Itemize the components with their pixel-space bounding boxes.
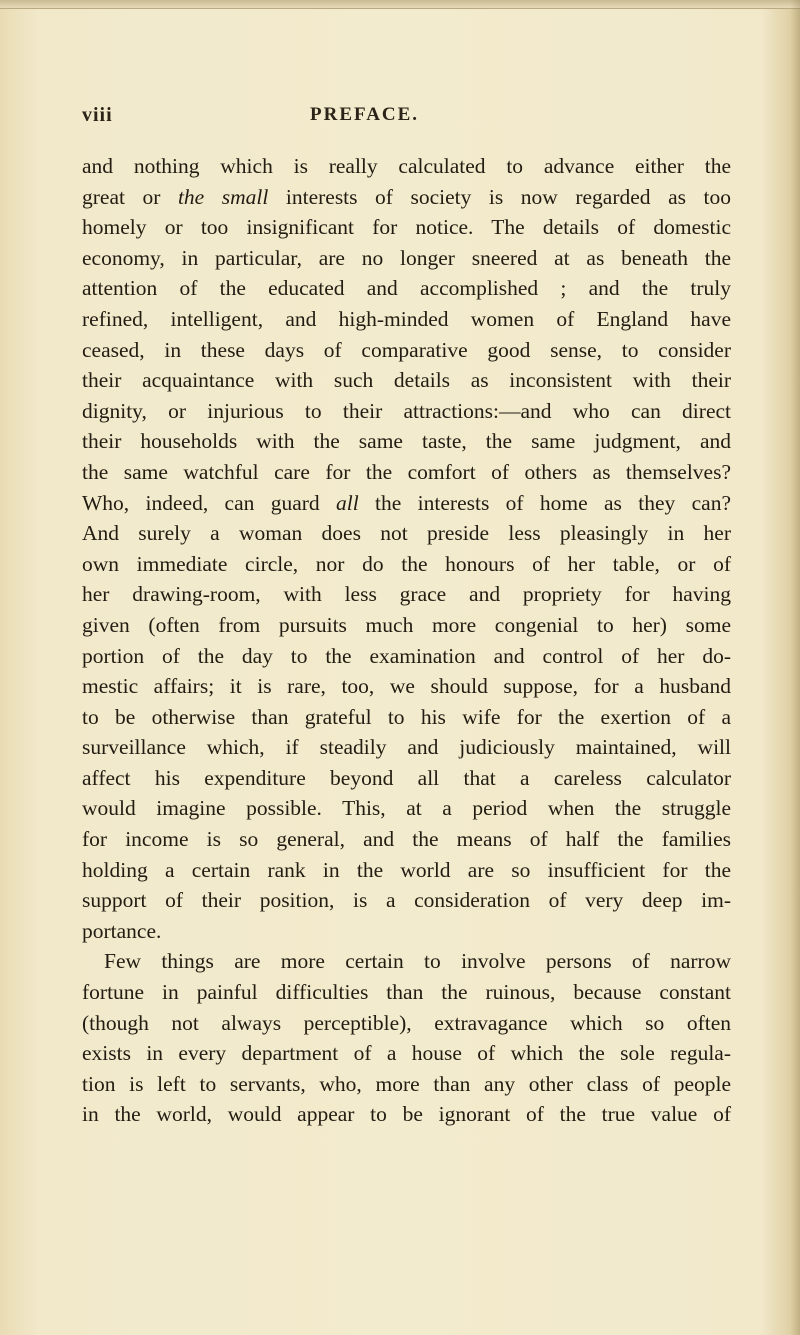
text-line — [82, 426, 731, 457]
text-segment: attention of the educated and accomplished ; and the truly — [82, 276, 731, 301]
text-segment: ceased, in these days of comparative good sense, to consider — [82, 337, 731, 362]
text-line — [82, 977, 731, 1008]
text-segment: affect his expenditure beyond all that a careless calculator — [82, 765, 731, 790]
text-line — [82, 549, 731, 580]
text-segment: the same watchful care for the comfort of others as themselves? — [82, 459, 731, 484]
page-right-edge — [790, 0, 800, 1335]
text-segment: for income is so general, and the means of half the families — [82, 827, 731, 852]
text-segment: portance. — [82, 918, 162, 943]
text-segment: interests of society is now regarded as too — [268, 184, 731, 209]
text-line — [82, 273, 731, 304]
text-line — [82, 763, 731, 794]
text-segment: the interests of home as they can? — [358, 490, 732, 515]
text-segment: to be otherwise than grateful to his wife for the exertion of a — [82, 704, 731, 729]
text-line — [82, 365, 731, 396]
text-line — [82, 916, 731, 947]
text-line — [82, 1038, 731, 1069]
text-segment: economy, in particular, are no longer sneered at as beneath the — [82, 245, 731, 270]
body-text — [82, 151, 731, 1130]
text-line — [82, 610, 731, 641]
text-line — [82, 151, 731, 182]
text-segment: And surely a woman does not preside less pleasingly in her — [82, 521, 731, 546]
text-segment: surveillance which, if steadily and judiciously maintained, will — [82, 735, 731, 760]
text-segment: refined, intelligent, and high-minded women of England have — [82, 306, 731, 331]
italic-text: the small — [177, 184, 269, 209]
text-line — [82, 212, 731, 243]
text-line — [82, 671, 731, 702]
text-line — [82, 885, 731, 916]
text-line — [82, 1008, 731, 1039]
page-number: viii — [82, 104, 113, 126]
text-segment: and nothing which is really calculated to advance either the — [82, 154, 731, 178]
text-line — [82, 732, 731, 763]
text-segment: in the world, would appear to be ignorant of the true value of — [82, 1102, 731, 1127]
text-line — [82, 243, 731, 274]
text-segment: portion of the day to the examination and control of her do- — [82, 643, 731, 668]
running-head: PREFACE. — [310, 104, 420, 125]
text-segment: tion is left to servants, who, more than any other class of people — [82, 1071, 731, 1096]
text-line — [82, 946, 731, 977]
text-line — [82, 641, 731, 672]
text-segment: given (often from pursuits much more congenial to her) some — [82, 612, 731, 637]
text-line — [82, 396, 731, 427]
text-line — [82, 335, 731, 366]
text-segment: their acquaintance with such details as inconsistent with their — [82, 368, 731, 393]
text-line — [82, 793, 731, 824]
text-line — [82, 1099, 731, 1130]
text-line — [82, 457, 731, 488]
text-line — [82, 824, 731, 855]
page-header — [82, 104, 740, 134]
text-line — [82, 518, 731, 549]
text-line — [82, 1069, 731, 1100]
text-segment: would imagine possible. This, at a period when the struggle — [82, 796, 731, 821]
text-segment: holding a certain rank in the world are so insufficient for the — [82, 857, 731, 882]
text-line — [82, 702, 731, 733]
text-segment: (though not always perceptible), extravagance which so often — [82, 1010, 731, 1035]
text-line — [82, 579, 731, 610]
text-segment: fortune in painful difficulties than the ruinous, because constant — [82, 980, 731, 1005]
text-segment: homely or too insignificant for notice. The details of domestic — [82, 215, 731, 240]
text-segment: their households with the same taste, the same judgment, and — [82, 429, 731, 454]
text-line — [82, 182, 731, 213]
text-segment: own immediate circle, nor do the honours of her table, or of — [82, 551, 731, 576]
page-top-edge — [0, 0, 800, 9]
text-segment: her drawing-room, with less grace and propriety for having — [82, 582, 731, 607]
text-segment: support of their position, is a consideration of very deep im- — [82, 888, 731, 913]
text-line — [82, 855, 731, 886]
text-segment: Few things are more certain to involve persons of narrow — [104, 949, 731, 974]
text-segment: exists in every department of a house of which the sole regula- — [82, 1041, 731, 1066]
text-line — [82, 488, 731, 519]
text-segment: mestic affairs; it is rare, too, we should suppose, for a husband — [82, 674, 731, 699]
text-line — [82, 304, 731, 335]
text-segment: dignity, or injurious to their attractions:—and who can direct — [82, 398, 731, 423]
italic-text: all — [336, 490, 359, 515]
text-segment: great or — [82, 184, 178, 209]
text-segment: Who, indeed, can guard — [82, 490, 337, 515]
